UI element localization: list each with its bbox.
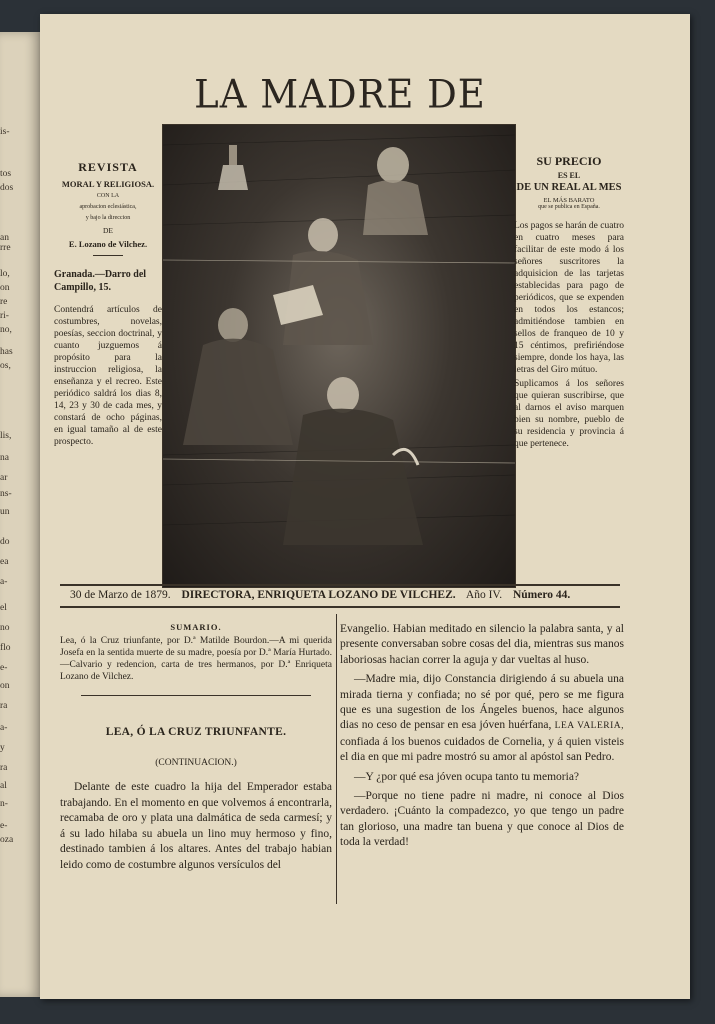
right-text-column — [340, 622, 624, 855]
facing-page-fragment: oza — [0, 835, 14, 845]
con-la-label: CON LA — [96, 193, 120, 199]
newspaper-page — [40, 14, 690, 999]
facing-page-fragment: is- — [0, 127, 10, 137]
facing-page-fragment: ar — [0, 473, 8, 483]
bottom-rule — [60, 606, 620, 608]
facing-page-fragment: on — [0, 681, 10, 691]
top-rule — [60, 584, 620, 586]
precio-label: SU PRECIO — [536, 154, 602, 168]
sumario-text: Lea, ó la Cruz triunfante, por D.ª Matilde Bourdon.—A mi querida Josefa en la sentida muerte de su madre, poesía por D.ª María Hurtado.—Calvario y redencion, carta de tres hermanos, por D.ª Enriqueta Lozano de Vilchez. — [60, 636, 332, 682]
masthead-title: LA MADRE DE — [194, 71, 486, 117]
facing-page-fragment: an — [0, 233, 9, 243]
facing-page-fragment: lo, — [0, 269, 10, 279]
facing-page-fragment: ra — [0, 701, 8, 711]
continuation-label: (CONTINUACION.) — [155, 758, 237, 768]
sumario-rule — [81, 695, 311, 696]
facing-page-fragment: do — [0, 537, 10, 547]
facing-page-fragment: e- — [0, 663, 8, 673]
facing-page-fragment: a- — [0, 723, 8, 733]
dateline — [70, 589, 610, 601]
facing-page-fragment: rre — [0, 243, 11, 253]
article-paragraph-4: —Porque no tiene padre ni madre, ni conoce al Dios verdadero. ¡Cuánto la compadezco, yo que tengo un padre tan glorioso, una madre tan buena y que conoce al Dios de toda la verdad! — [340, 790, 624, 849]
facing-page-fragment: re — [0, 297, 8, 307]
barato-label: EL MÁS BARATO — [543, 197, 595, 204]
publica-label: que se publica en España. — [538, 204, 600, 210]
aprobacion-label: aprobacion eclesiástica, — [79, 204, 137, 210]
facing-page-edge — [0, 32, 41, 997]
facing-page-fragment: y — [0, 743, 5, 753]
issue-date: 30 de Marzo de 1879. — [70, 589, 171, 601]
issue-number: Número 44. — [512, 589, 571, 601]
es-el-label: ES EL — [557, 171, 581, 180]
engraving-illustration — [162, 124, 516, 588]
price-label: DE UN REAL AL MES — [516, 182, 622, 193]
facing-page-fragment: ra — [0, 763, 8, 773]
facing-page-fragment: al — [0, 781, 7, 791]
facing-page-fragment: no — [0, 623, 10, 633]
divider — [93, 255, 123, 256]
facing-page-fragment: lis, — [0, 431, 12, 441]
article-paragraph-3: —Y ¿por qué esa jóven ocupa tanto tu memoria? — [354, 770, 580, 783]
payment-terms: Los pagos se harán de cuatro en cuatro meses para facilitar de este modo á los señores suscritores la adquisicion de las tarjetas establecidas para pago de periódicos, que se expenden en todos los estancos; admitiéndose tambien en sellos de franqueo de 10 y 15 céntimos, prefiriéndose siempre, donde los haya, las letras del Giro mútuo. — [514, 221, 625, 375]
facing-page-fragment: un — [0, 507, 10, 517]
subscription-info — [514, 154, 624, 450]
article-body-col1: Delante de este cuadro la hija del Emperador estaba trabajando. En el momento en que volvemos á encontrarla, recamaba de oro y plata una dalmática de seda carmesí; y á su lado hilaba su abuela un lino muy hermoso y fino, destinado tambien á los altares. Antes del trabajo habian leido como de costumbre algunos versículos del — [60, 781, 332, 871]
facing-page-fragment: ea — [0, 557, 9, 567]
editor-name: E. Lozano de Vilchez. — [68, 239, 148, 249]
facing-page-fragment: no, — [0, 325, 12, 335]
subscription-request: Suplicamos á los señores que quieran suscribirse, que al darnos el aviso marquen bien su nombre, pueblo de su residencia y provincia á que pertenece. — [514, 379, 624, 449]
facing-page-fragment: na — [0, 453, 9, 463]
facing-page-fragment: has — [0, 347, 13, 357]
director-name: DIRECTORA, ENRIQUETA LOZANO DE VILCHEZ. — [181, 589, 456, 601]
facing-page-fragment: dos — [0, 183, 14, 193]
paragraph-2-part-b: confiada á los buenos cuidados de Cornelia, y á quien visteis el dia en que mi padre mostró su amor al apóstol san Pedro. — [340, 735, 624, 764]
facing-page-fragment: flo — [0, 643, 11, 653]
article-title: LEA, Ó LA CRUZ TRIUNFANTE. — [105, 726, 287, 738]
facing-page-fragment: ri- — [0, 311, 9, 321]
engraving-figures — [163, 125, 515, 587]
paragraph-2-part-a: —Madre mia, dijo Constancia dirigiendo á su abuela una mirada tierna y confiada; no sé por qué, pero se me figura que es una sugestion de los Ángeles buenos, hace algunos dias no ceso de pensar en esa jóven huérfana, — [340, 673, 624, 732]
facing-page-fragment: a- — [0, 577, 8, 587]
publication-description: Contendrá artículos de costumbres, novelas, poesías, seccion doctrinal, y cuanto juzguemos á propósito para la instruccion religiosa, la enseñanza y el recreo. Este periódico saldrá los dias 8, 14, 23 y 30 de cada mes, y constará de ocho páginas, en igual tamaño al de este prospecto. — [54, 305, 162, 447]
facing-page-fragment: on — [0, 283, 10, 293]
article-paragraph-1: Evangelio. Habian meditado en silencio la palabra santa, y al presente conversaban sobre cosas del dia, mientras sus manos laboriosas hacian correr la aguja y dar vueltas al huso. — [340, 623, 624, 666]
revista-label: REVISTA — [78, 160, 138, 174]
direccion-label: y bajo la direccion — [85, 215, 131, 221]
left-text-column — [60, 622, 332, 873]
sumario-heading: SUMARIO. — [170, 622, 222, 632]
facing-page-fragment: os, — [0, 361, 11, 371]
facing-page-fragment: ns- — [0, 489, 12, 499]
facing-page-fragment: tos — [0, 169, 12, 179]
facing-page-fragment: el — [0, 603, 7, 613]
moral-label: MORAL Y RELIGIOSA. — [61, 179, 155, 189]
address: Granada.—Darro del Campillo, 15. — [54, 269, 147, 293]
facing-page-fragment: n- — [0, 799, 8, 809]
issue-year: Año IV. — [465, 589, 503, 601]
publication-info — [54, 160, 162, 448]
facing-page-fragment: e- — [0, 821, 8, 831]
character-name: LEA VALERIA, — [554, 721, 625, 732]
de-label: DE — [103, 226, 113, 235]
article-paragraph-2 — [340, 672, 624, 765]
column-divider — [336, 614, 337, 904]
